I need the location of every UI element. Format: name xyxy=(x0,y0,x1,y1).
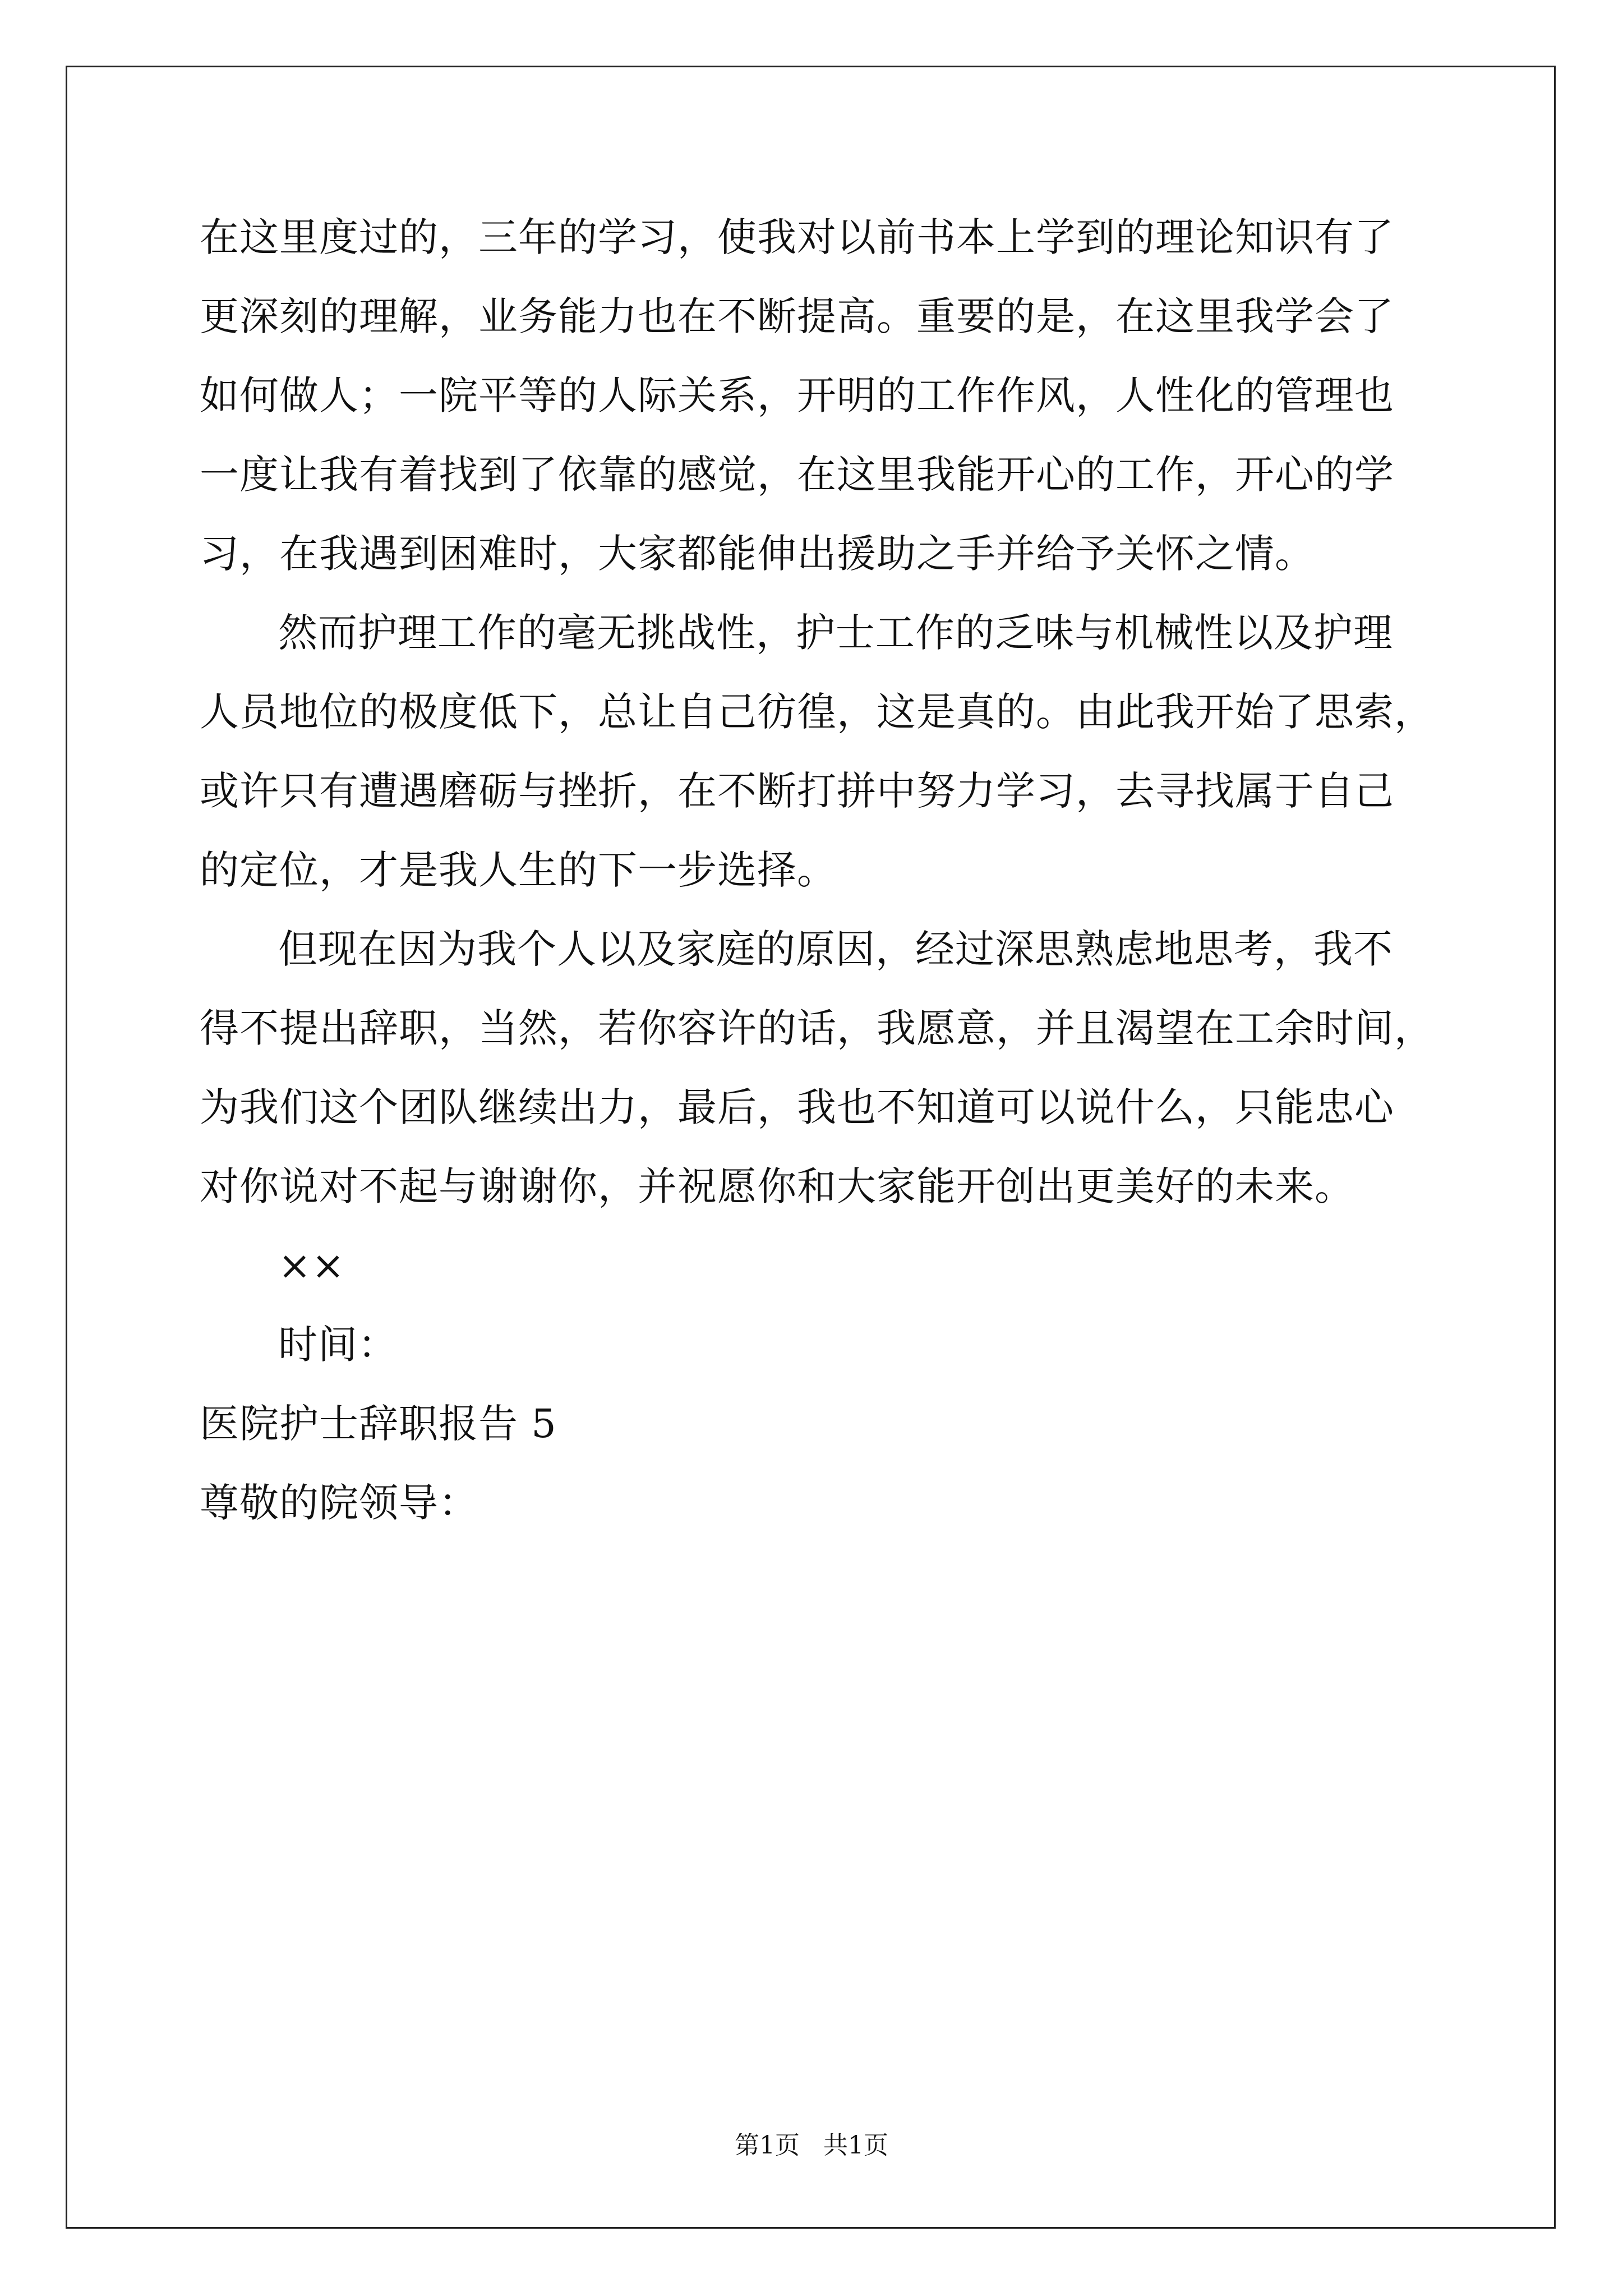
text-line: 在这里度过的，三年的学习，使我对以前书本上学到的理论知识有了 xyxy=(200,214,1394,260)
text-line: 然而护理工作的毫无挑战性，护士工作的乏味与机械性以及护理 xyxy=(278,610,1393,656)
date-label: 时间： xyxy=(278,1322,398,1368)
text-line: 如何做人；一院平等的人际关系，开明的工作作风，人性化的管理也 xyxy=(200,372,1394,418)
text-line: 或许只有遭遇磨砺与挫折，在不断打拼中努力学习，去寻找属于自己 xyxy=(200,768,1394,814)
text-line: 但现在因为我个人以及家庭的原因，经过深思熟虑地思考，我不 xyxy=(278,926,1393,972)
text-line: 为我们这个团队继续出力，最后，我也不知道可以说什么，只能忠心 xyxy=(200,1084,1394,1130)
text-line: 人员地位的极度低下，总让自己彷徨，这是真的。由此我开始了思索， xyxy=(200,689,1434,735)
text-line: 一度让我有着找到了依靠的感觉，在这里我能开心的工作，开心的学 xyxy=(200,452,1394,498)
page-footer: 第1页 共1页 xyxy=(735,2131,888,2160)
section-title: 医院护士辞职报告 5 xyxy=(200,1401,557,1447)
signature: ×× xyxy=(278,1243,345,1289)
text-line: 习，在我遇到困难时，大家都能伸出援助之手并给予关怀之情。 xyxy=(200,531,1315,577)
salutation: 尊敬的院领导： xyxy=(200,1480,478,1526)
text-line: 的定位，才是我人生的下一步选择。 xyxy=(200,847,837,893)
text-line: 对你说对不起与谢谢你，并祝愿你和大家能开创出更美好的未来。 xyxy=(200,1163,1354,1209)
text-line: 得不提出辞职，当然，若你容许的话，我愿意，并且渴望在工余时间， xyxy=(200,1005,1434,1051)
text-line: 更深刻的理解，业务能力也在不断提高。重要的是，在这里我学会了 xyxy=(200,293,1394,339)
